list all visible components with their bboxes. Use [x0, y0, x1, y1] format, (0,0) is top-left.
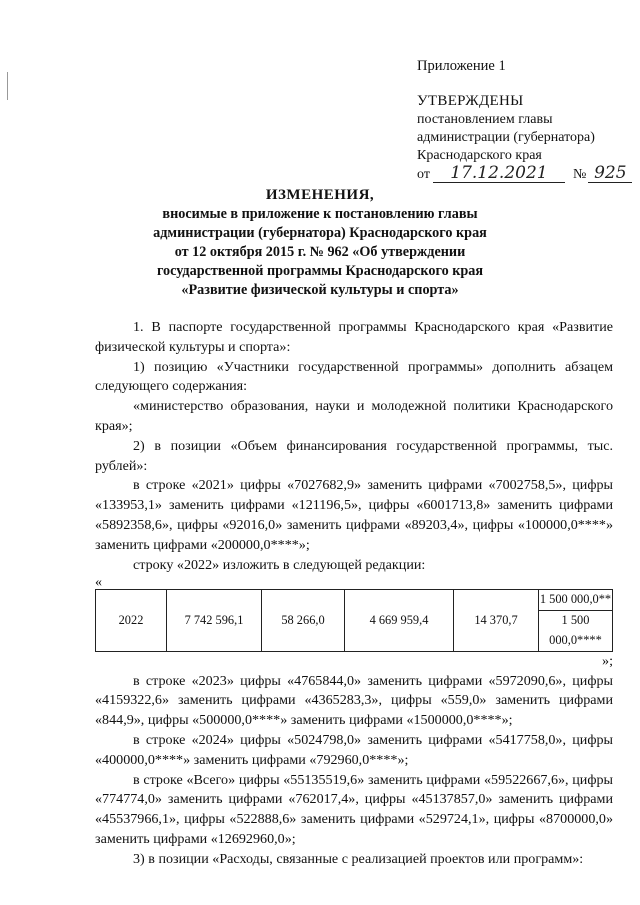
- title-line: от 12 октября 2015 г. № 962 «Об утверждении: [174, 244, 466, 260]
- table-cell-top: 1 500 000,0**: [539, 590, 613, 611]
- document-title: [0, 186, 640, 300]
- appendix-label: Приложение 1: [417, 58, 506, 74]
- approved-line: постановлением главы: [417, 112, 553, 127]
- paragraph: в строке «2024» цифры «5024798,0» заменить цифрами «5417758,0», цифры «400000,0****» заменить цифрами «792960,0****»;: [95, 731, 613, 768]
- paragraph: 1) позицию «Участники государственной программы» дополнить абзацем следующего содержания:: [95, 358, 613, 395]
- paragraph: 2) в позиции «Объем финансирования государственной программы, тыс. рублей»:: [95, 437, 613, 474]
- title-line: «Развитие физической культуры и спорта»: [181, 282, 459, 298]
- paragraph: в строке «2023» цифры «4765844,0» заменить цифрами «5972090,6», цифры «4159322,6» заменить цифрами «4365283,3», цифры «559,0» заменить цифрами «844,9», цифры «500000,0****» заменить цифрами «1500000,0****»;: [95, 672, 613, 729]
- quote-close: »;: [602, 652, 613, 669]
- handwritten-number: 925: [588, 165, 632, 183]
- approved-line: Краснодарского края: [417, 148, 542, 163]
- scan-edge-mark: [7, 72, 8, 100]
- quote-open: «: [95, 574, 103, 591]
- paragraph: в строке «Всего» цифры «55135519,6» заменить цифрами «59522667,6», цифры «774774,0» заменить цифрами «762017,4», цифры «45137857,0» заменить цифрами «45537966,1», цифры «522888,6» заменить цифрами «529724,1», цифры «8700000,0» заменить цифрами «12692960,0»;: [95, 771, 613, 847]
- date-prefix: от: [417, 167, 430, 182]
- approved-title: УТВЕРЖДЕНЫ: [417, 93, 524, 109]
- approved-line: администрации (губернатора): [417, 130, 595, 145]
- table-cell: 14 370,7: [454, 590, 539, 651]
- paragraph: в строке «2021» цифры «7027682,9» заменить цифрами «7002758,5», цифры «133953,1» заменить цифрами «121196,5», цифры «6001713,8» заменить цифрами «5892358,6», цифры «92016,0» заменить цифрами «89203,4», цифры «100000,0****» заменить цифрами «200000,0****»;: [95, 477, 613, 553]
- handwritten-date: 17.12.2021: [433, 165, 565, 183]
- title-main: ИЗМЕНЕНИЯ,: [265, 187, 375, 203]
- table-cell-year: 2022: [96, 590, 167, 651]
- table-cell-total: 7 742 596,1: [167, 590, 262, 651]
- table-cell-bottom: 1 500 000,0****: [539, 611, 613, 652]
- paragraph: «министерство образования, науки и молодежной политики Краснодарского края»;: [95, 398, 613, 434]
- table-cell: 4 669 959,4: [345, 590, 454, 651]
- date-number-line: [417, 165, 632, 184]
- title-line: администрации (губернатора) Краснодарского края: [153, 225, 487, 241]
- table-row: [96, 590, 613, 611]
- paragraph: 1. В паспорте государственной программы Краснодарского края «Развитие физической культуры и спорта»:: [95, 319, 613, 355]
- title-line: государственной программы Краснодарского края: [156, 263, 484, 279]
- number-sign: №: [572, 167, 587, 182]
- title-line: вносимые в приложение к постановлению главы: [162, 206, 478, 222]
- table-cell: 58 266,0: [262, 590, 345, 651]
- paragraph: строку «2022» изложить в следующей редакции:: [133, 556, 426, 573]
- paragraph: 3) в позиции «Расходы, связанные с реализацией проектов или программ»:: [133, 850, 584, 867]
- financing-table: [95, 589, 613, 651]
- document-body: [95, 318, 613, 870]
- approval-block: [417, 92, 632, 184]
